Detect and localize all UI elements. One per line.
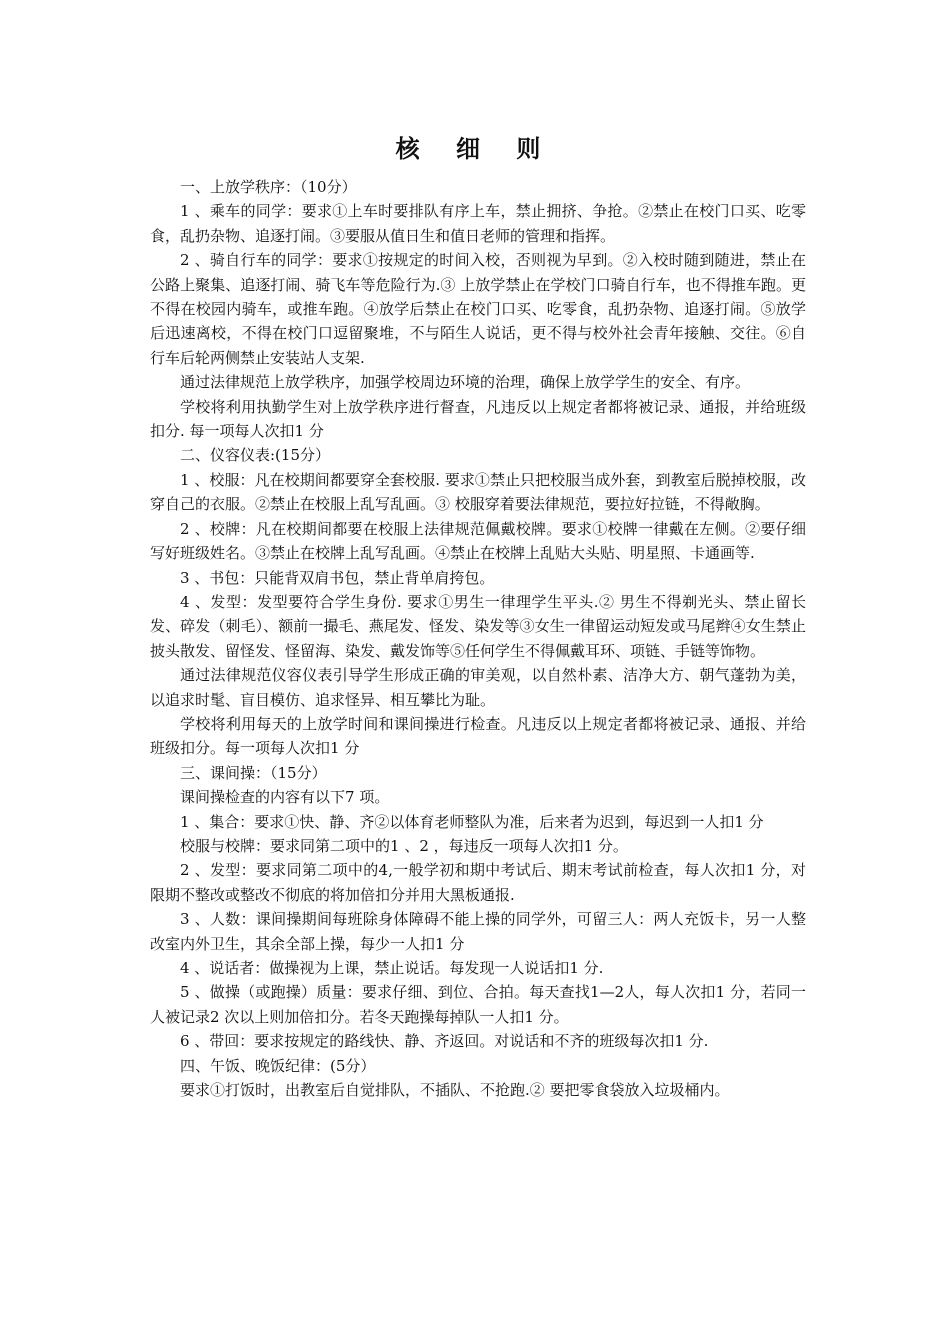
paragraph: 校服与校牌：要求同第二项中的1 、2 ，每违反一项每人次扣1 分。 bbox=[180, 836, 628, 855]
paragraph: 1 、集合：要求①快、静、齐②以体育老师整队为准，后来者为迟到，每迟到一人扣1 分 bbox=[180, 812, 764, 831]
section-heading-4: 四、午饭、晚饭纪律：(5分） bbox=[180, 1056, 376, 1075]
paragraph: 课间操检查的内容有以下7 项。 bbox=[180, 788, 390, 807]
section-heading-3: 三、课间操：（15分） bbox=[180, 763, 327, 782]
paragraph: 4 、说话者：做操视为上课，禁止说话。每发现一人说话扣1 分. bbox=[180, 959, 604, 977]
paragraph: 1 、校服：凡在校期间都要穿全套校服. 要求①禁止只把校服当成外套，到教室后脱掉校服，改穿自己的衣服。②禁止在校服上乱写乱画。③ 校服穿着要法律规范，要拉好拉链，不得敞胸。 bbox=[150, 470, 806, 514]
paragraph: 学校将利用每天的上放学时间和课间操进行检查。凡违反以上规定者都将被记录、通报、并给班级扣分。每一项每人次扣1 分 bbox=[150, 714, 806, 758]
document-title: 核 细 则 bbox=[395, 135, 555, 163]
paragraph: 2 、骑自行车的同学：要求①按规定的时间入校，否则视为早到。②入校时随到随进，禁止在公路上聚集、追逐打闹、骑飞车等危险行为.③ 上放学禁止在学校门口骑自行车，也不得推车跑。更不得在校园内骑车，或推车跑。④放学后禁止在校门口买、吃零食，乱扔杂物、追逐打闹。⑤放学后迅速离校，不得在校门口逗留聚堆，不与陌生人说话，更不得与校外社会青年接触、交往。⑥自行车后轮两侧禁止安装站人支架. bbox=[150, 251, 806, 367]
document-body bbox=[150, 175, 806, 1102]
paragraph: 要求①打饭时，出教室后自觉排队，不插队、不抢跑.② 要把零食袋放入垃圾桶内。 bbox=[180, 1081, 730, 1100]
section-heading-2: 二、仪容仪表:(15分） bbox=[180, 446, 330, 465]
paragraph: 1 、乘车的同学：要求①上车时要排队有序上车，禁止拥挤、争抢。②禁止在校门口买、吃零食，乱扔杂物、追逐打闹。③要服从值日生和值日老师的管理和指挥。 bbox=[150, 202, 806, 245]
paragraph: 2 、发型：要求同第二项中的4,一般学初和期中考试后、期末考试前检查，每人次扣1 分，对限期不整改或整改不彻底的将加倍扣分并用大黑板通报. bbox=[150, 861, 806, 904]
paragraph: 2 、校牌：凡在校期间都要在校服上法律规范佩戴校牌。要求①校牌一律戴在左侧。②要仔细写好班级姓名。③禁止在校牌上乱写乱画。④禁止在校牌上乱贴大头贴、明星照、卡通画等. bbox=[150, 519, 806, 563]
paragraph: 5 、做操（或跑操）质量：要求仔细、到位、合拍。每天查找1—2人，每人次扣1 分，若同一人被记录2 次以上则加倍扣分。若冬天跑操每掉队一人扣1 分。 bbox=[150, 983, 806, 1026]
section-heading-1: 一、上放学秩序：（10分） bbox=[180, 178, 357, 196]
paragraph: 3 、书包：只能背双肩书包，禁止背单肩挎包。 bbox=[180, 568, 495, 587]
paragraph: 通过法律规范上放学秩序，加强学校周边环境的治理，确保上放学学生的安全、有序。 bbox=[180, 373, 751, 392]
paragraph: 6 、带回：要求按规定的路线快、静、齐返回。对说话和不齐的班级每次扣1 分. bbox=[180, 1032, 709, 1051]
paragraph: 4 、发型：发型要符合学生身份. 要求①男生一律理学生平头.② 男生不得剃光头、禁止留长发、碎发（刺毛）、额前一撮毛、燕尾发、怪发、染发等③女生一律留运动短发或马尾辫④女生禁止披头散发、留怪发、怪留海、染发、戴发饰等⑤任何学生不得佩戴耳环、项链、手链等饰物。 bbox=[150, 592, 806, 660]
paragraph: 通过法律规范仪容仪表引导学生形成正确的审美观，以自然朴素、洁净大方、朝气蓬勃为美，以追求时髦、盲目模仿、追求怪异、相互攀比为耻。 bbox=[150, 666, 806, 709]
paragraph: 学校将利用执勤学生对上放学秩序进行督查，凡违反以上规定者都将被记录、通报，并给班级扣分. 每一项每人次扣1 分 bbox=[150, 397, 806, 441]
paragraph: 3 、人数：课间操期间每班除身体障碍不能上操的同学外，可留三人：两人充饭卡，另一人整改室内外卫生，其余全部上操，每少一人扣1 分 bbox=[150, 910, 806, 953]
